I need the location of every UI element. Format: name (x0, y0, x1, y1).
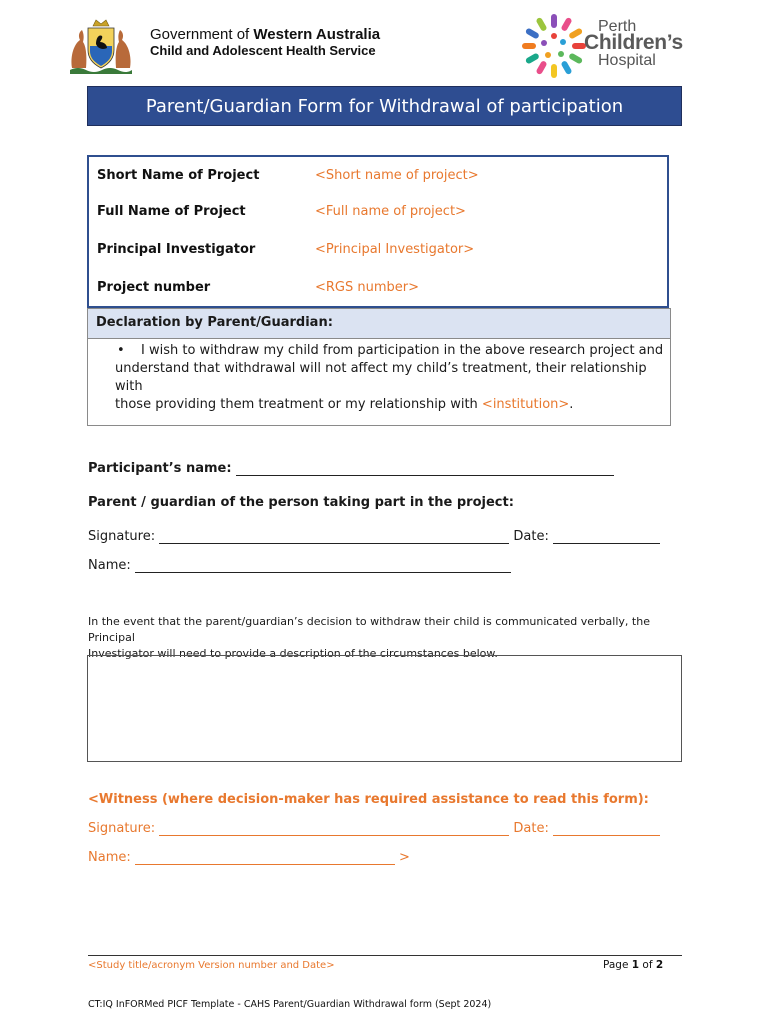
project-value-field[interactable]: <Short name of project> (315, 168, 479, 183)
participant-name-field[interactable] (236, 462, 614, 476)
institution-placeholder[interactable]: <institution> (481, 397, 570, 412)
project-label: Principal Investigator (97, 242, 256, 257)
parent-signature-row (88, 529, 660, 544)
perth-childrens-hospital-logo-icon (520, 10, 590, 82)
participant-name-row (88, 461, 614, 476)
project-row-short-name (97, 168, 479, 183)
project-label: Project number (97, 280, 211, 295)
parent-name-field[interactable] (135, 559, 511, 573)
hospital-name-hospital: Hospital (598, 52, 656, 69)
witness-heading: <Witness (where decision-maker has required assistance to read this form): (88, 792, 649, 807)
project-value-field[interactable]: <Principal Investigator> (315, 242, 475, 257)
project-info-box (87, 155, 669, 308)
verbal-withdrawal-note: In the event that the parent/guardian’s decision to withdraw their child is communicated verbally, the Principal Investigator will need to provide a description of the circumstances below. (88, 615, 650, 660)
witness-date-field[interactable] (553, 822, 660, 836)
form-title: Parent/Guardian Form for Withdrawal of participation (145, 95, 624, 117)
parent-date-field[interactable] (553, 530, 660, 544)
government-name: Government of Western Australia (150, 26, 381, 43)
witness-signature-field[interactable] (159, 822, 509, 836)
form-title-bar (87, 86, 682, 126)
department-name: Child and Adolescent Health Service (150, 43, 376, 58)
project-value-field[interactable]: <Full name of project> (315, 204, 466, 219)
declaration-box (87, 308, 671, 426)
date-label: Date: (513, 529, 549, 544)
hospital-name-childrens: Children’s (584, 31, 683, 54)
project-value-field[interactable]: <RGS number> (315, 280, 420, 295)
project-label: Full Name of Project (97, 204, 246, 219)
parent-signature-field[interactable] (159, 530, 509, 544)
hospital-name-perth: Perth (598, 18, 637, 35)
declaration-heading: Declaration by Parent/Guardian: (88, 309, 670, 339)
template-reference: CT:IQ InFORMed PICF Template - CAHS Parent/Guardian Withdrawal form (Sept 2024) (88, 999, 492, 1010)
wa-crest-logo (66, 16, 136, 76)
witness-signature-row (88, 821, 660, 836)
name-label: Name: (88, 558, 131, 573)
signature-label: Signature: (88, 821, 156, 836)
witness-name-field[interactable] (135, 851, 395, 865)
parent-name-row (88, 558, 511, 573)
date-label: Date: (513, 821, 549, 836)
witness-name-row: Name: > (88, 850, 410, 865)
study-version-placeholder: <Study title/acronym Version number and Date> (88, 960, 335, 971)
project-label: Short Name of Project (97, 168, 260, 183)
signature-label: Signature: (88, 529, 156, 544)
declaration-text: • I wish to withdraw my child from participation in the above research project and understand that withdrawal will not affect my child’s treatment, their relationship with those providing them treatment or my relationship with <institution>. (115, 343, 664, 412)
project-row-project-number (97, 280, 420, 295)
parent-guardian-heading: Parent / guardian of the person taking part in the project: (88, 495, 514, 510)
name-label: Name: (88, 850, 131, 865)
participant-name-label: Participant’s name: (88, 461, 232, 476)
project-row-principal-investigator (97, 242, 475, 257)
footer-divider (88, 955, 682, 956)
project-row-full-name (97, 204, 466, 219)
circumstances-description-box[interactable] (87, 655, 682, 762)
bullet-icon: • (117, 343, 125, 358)
page-number: Page 1 of 2 (603, 959, 664, 971)
